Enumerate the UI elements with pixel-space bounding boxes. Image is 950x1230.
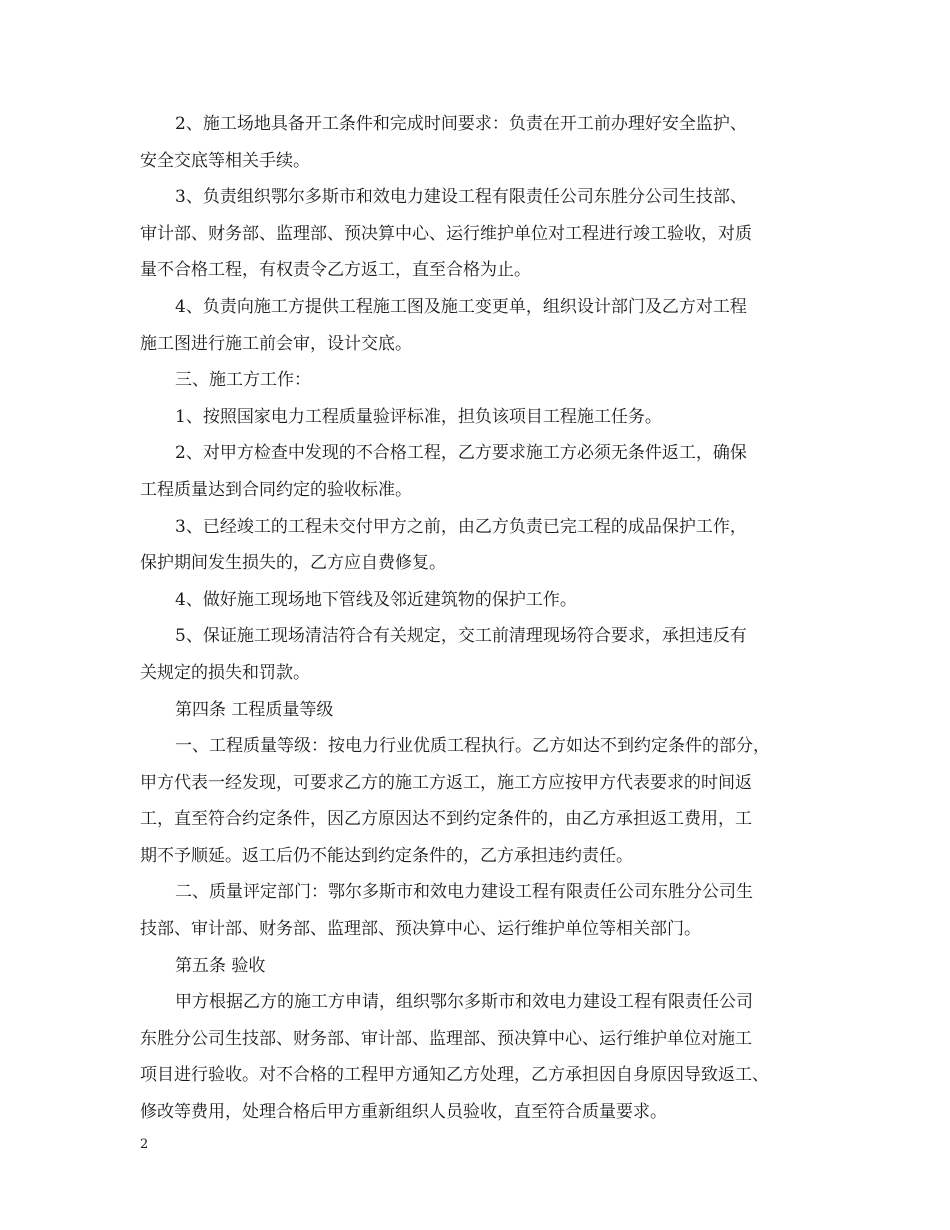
text-line: 关规定的损失和罚款。 bbox=[140, 662, 310, 683]
text-line: 保护期间发生损失的，乙方应自费修复。 bbox=[140, 553, 446, 574]
text-line: 第五条 验收 bbox=[175, 955, 266, 976]
text-line: 1、按照国家电力工程质量验评标准，担负该项目工程施工任务。 bbox=[175, 406, 662, 427]
text-line: 三、施工方工作： bbox=[175, 370, 311, 391]
text-line: 二、质量评定部门：鄂尔多斯市和效电力建设工程有限责任公司东胜分公司生 bbox=[175, 882, 753, 903]
text-line: 技部、审计部、财务部、监理部、预决算中心、运行维护单位等相关部门。 bbox=[140, 919, 701, 940]
text-line: 甲方根据乙方的施工方申请，组织鄂尔多斯市和效电力建设工程有限责任公司 bbox=[175, 992, 753, 1013]
text-line: 工，直至符合约定条件，因乙方原因达不到约定条件的，由乙方承担返工费用，工 bbox=[140, 809, 752, 830]
text-line: 第四条 工程质量等级 bbox=[175, 699, 334, 720]
text-line: 2、施工场地具备开工条件和完成时间要求：负责在开工前办理好安全监护、 bbox=[175, 114, 747, 134]
text-line: 一、工程质量等级：按电力行业优质工程执行。乙方如达不到约定条件的部分， bbox=[175, 736, 770, 757]
text-line: 量不合格工程，有权责令乙方返工，直至合格为止。 bbox=[140, 260, 531, 281]
text-line: 期不予顺延。返工后仍不能达到约定条件的，乙方承担违约责任。 bbox=[140, 845, 633, 866]
text-line: 施工图进行施工前会审，设计交底。 bbox=[140, 333, 412, 354]
text-line: 修改等费用，处理合格后甲方重新组织人员验收，直至符合质量要求。 bbox=[140, 1102, 667, 1123]
page-number: 2 bbox=[140, 1137, 149, 1152]
text-line: 甲方代表一经发现，可要求乙方的施工方返工，施工方应按甲方代表要求的时间返 bbox=[140, 772, 752, 793]
text-line: 4、做好施工现场地下管线及邻近建筑物的保护工作。 bbox=[175, 589, 577, 610]
text-line: 2、对甲方检查中发现的不合格工程，乙方要求施工方必须无条件返工，确保 bbox=[175, 443, 747, 464]
text-line: 项目进行验收。对不合格的工程甲方通知乙方处理，乙方承担因自身原因导致返工、 bbox=[140, 1065, 769, 1086]
text-line: 5、保证施工现场清洁符合有关规定，交工前清理现场符合要求，承担违反有 bbox=[175, 626, 747, 647]
text-line: 3、负责组织鄂尔多斯市和效电力建设工程有限责任公司东胜分公司生技部、 bbox=[175, 187, 747, 208]
text-line: 东胜分公司生技部、财务部、审计部、监理部、预决算中心、运行维护单位对施工 bbox=[140, 1028, 752, 1049]
text-line: 审计部、财务部、监理部、预决算中心、运行维护单位对工程进行竣工验收，对质 bbox=[140, 223, 752, 244]
text-line: 4、负责向施工方提供工程施工图及施工变更单，组织设计部门及乙方对工程 bbox=[175, 296, 747, 317]
text-line: 安全交底等相关手续。 bbox=[140, 150, 310, 171]
text-line: 3、已经竣工的工程未交付甲方之前，由乙方负责已完工程的成品保护工作， bbox=[175, 516, 747, 537]
document-body bbox=[140, 115, 820, 1140]
text-line: 工程质量达到合同约定的验收标准。 bbox=[140, 479, 412, 500]
